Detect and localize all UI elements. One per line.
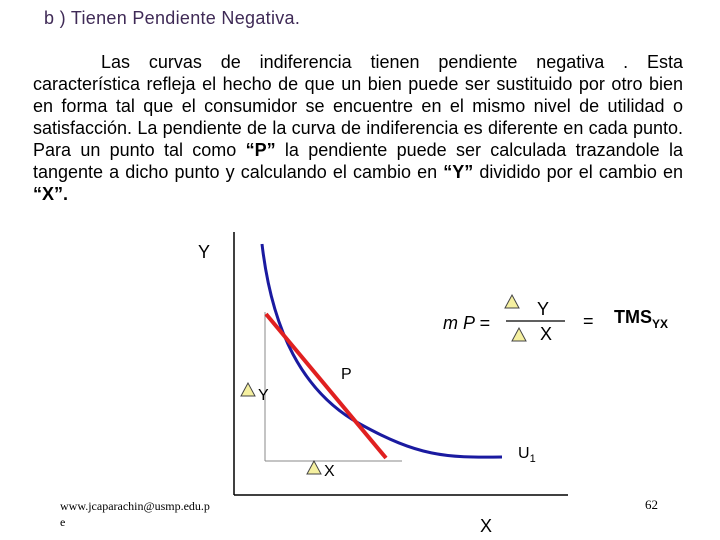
paragraph-text-2: la pendiente puede ser calculada trazandole la tangente a dicho punto y calculando el cambio en: [33, 140, 683, 182]
y-axis-label: Y: [198, 242, 211, 262]
curve-label: $U_1$: [518, 445, 536, 465]
formula-numerator: Y: [537, 299, 550, 319]
tangent-line: [266, 314, 386, 458]
delta-x-label: X: [324, 463, 335, 480]
numerator-delta-icon: [505, 295, 519, 308]
formula-denominator: X: [540, 324, 553, 344]
delta-x-triangle-icon: [307, 461, 321, 474]
delta-y-label: Y: [258, 387, 269, 404]
formula-equals: =: [583, 311, 594, 331]
page-number: 62: [645, 497, 658, 512]
denominator-delta-icon: [512, 328, 526, 341]
paragraph-text-1: Las curvas de indiferencia tienen pendiente negativa . Esta característica refleja el hecho de que un bien puede ser sustituido por otro bien en forma tal que el consumidor se encuentre en el mismo nivel de utilidad o satisfacción. La pendiente de la curva de indiferencia es diferente en cada punto. Para un punto tal como: [33, 52, 683, 160]
x-axis-label: X: [480, 516, 493, 536]
paragraph-bold-x: “X”.: [33, 184, 69, 204]
paragraph-text-3: dividido por el cambio en: [473, 162, 683, 182]
paragraph-bold-p: “P”: [245, 140, 276, 160]
formula-rhs: $TMS_{YX}$: [614, 307, 669, 331]
slide-title: b ) Tienen Pendiente Negativa.: [44, 8, 301, 28]
formula-lhs: m P =: [443, 313, 490, 333]
paragraph-bold-y: “Y”: [443, 162, 474, 182]
delta-y-triangle-icon: [241, 383, 255, 396]
point-p-label: P: [341, 366, 352, 383]
footer-email: www.jcaparachin@usmp.edu.pe: [60, 499, 210, 529]
